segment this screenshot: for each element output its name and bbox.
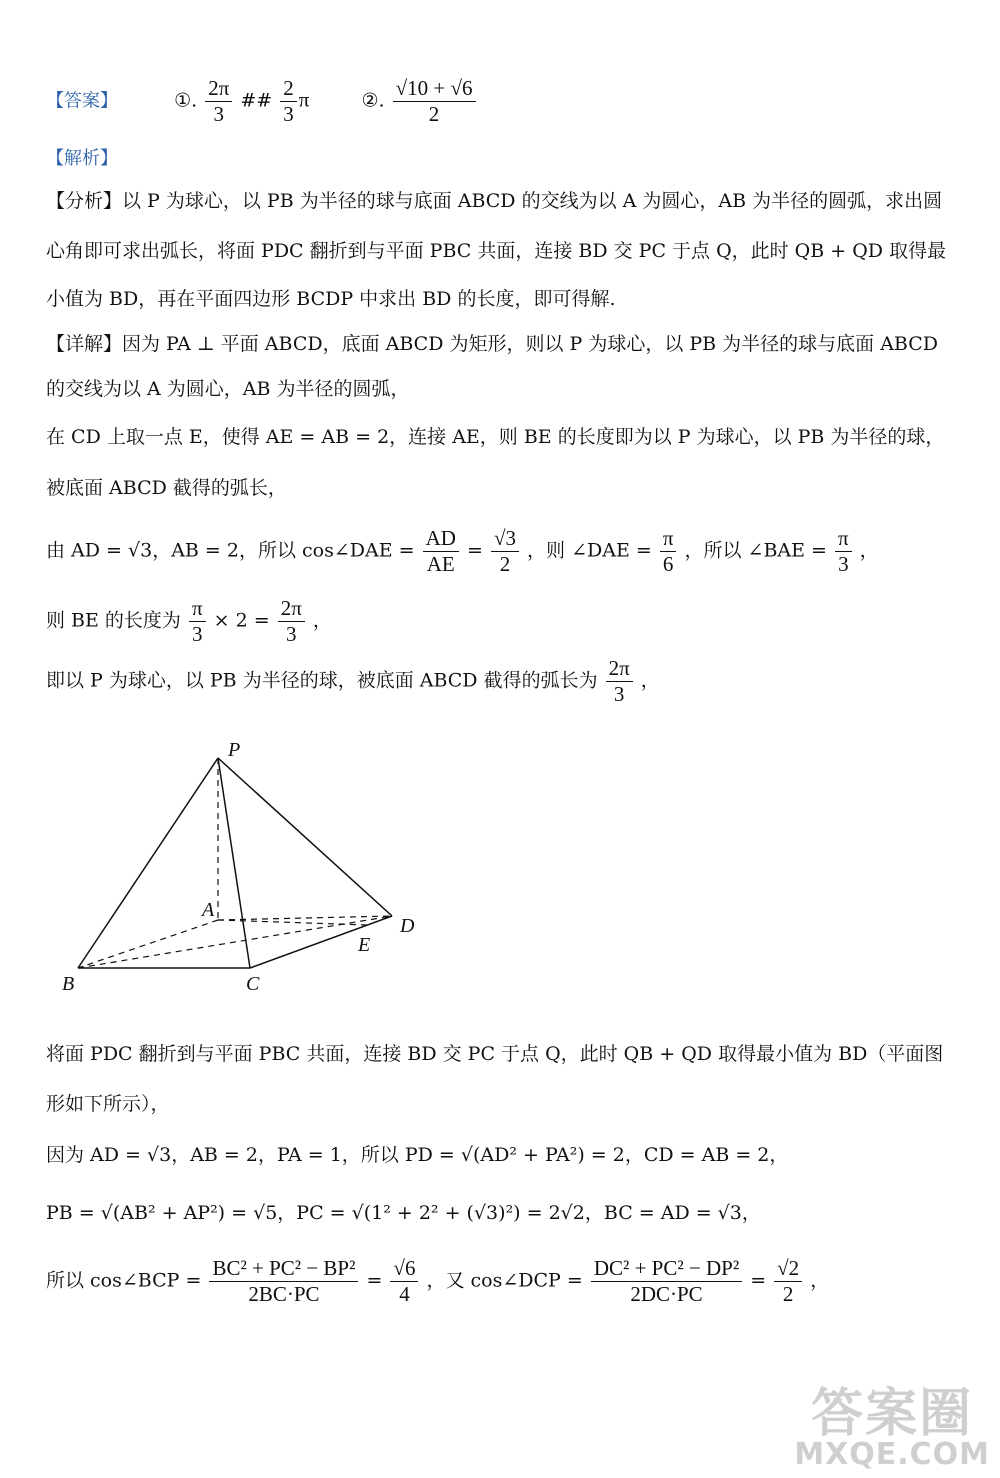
edge-ad <box>218 916 392 920</box>
edge-ae <box>218 920 368 925</box>
answer-q1-separator: ## <box>240 89 273 112</box>
frac-ad-ae: $\frac{AD}{AE}$ <box>423 528 459 575</box>
fold-line-4: PB = √(AB² + AP²) = √5，PC = √(1² + 2² + (√3)²) = 2√2，BC = AD = √3， <box>46 1202 761 1224</box>
frac-pi-3b: $\frac{\pi}{3}$ <box>189 598 206 645</box>
watermark-logo: 答案圈 <box>811 1384 974 1444</box>
label-c: C <box>246 973 260 995</box>
xiangjie-line-1: 【详解】因为 PA ⊥ 平面 ABCD，底面 ABCD 为矩形，则以 P 为球心，以 PB 为半径的球与底面 ABCD <box>46 333 939 355</box>
label-b: B <box>62 973 75 995</box>
label-d: D <box>400 915 415 937</box>
frac-sqrt2-2: $\frac{√2}{2}$ <box>774 1258 802 1305</box>
frac-sqrt3-2: $\frac{√3}{2}$ <box>491 528 519 575</box>
watermark-url: MXQE.COM <box>794 1437 990 1472</box>
xiangjie-line-7: 即以 P 为球心，以 PB 为半径的球，被底面 ABCD 截得的弧长为 $\frac{2\pi}{3}$ ， <box>46 656 660 706</box>
edge-pd <box>218 758 392 916</box>
fold-line-2: 形如下所示）， <box>46 1093 170 1115</box>
answer-line: 【答案】 ①. $\frac{2\pi}{3}$ ## $\frac{2}{3}$ π ②. $\frac{√10 + √6}{2}$ <box>46 78 478 125</box>
answer-q2-frac: $\frac{√10 + √6}{2}$ <box>393 78 476 125</box>
answer-q2-number: ②. <box>361 89 385 112</box>
frac-cos-dcp: $\frac{\text{DC² + PC² − DP²}}{2DC\cdot PC}$ <box>591 1258 742 1305</box>
fold-line-3: 因为 AD = √3，AB = 2，PA = 1，所以 PD = √(AD² + PA²) = 2，CD = AB = 2， <box>46 1144 789 1166</box>
label-a: A <box>202 899 215 921</box>
frac-2pi-3b: $\frac{2\pi}{3}$ <box>606 658 633 705</box>
frac-sqrt6-4: $\frac{√6}{4}$ <box>390 1258 418 1305</box>
answer-q1-number: ①. <box>174 89 198 112</box>
frac-pi-3: $\frac{\pi}{3}$ <box>835 528 852 575</box>
pyramid-figure <box>50 738 490 998</box>
fold-line-1: 将面 PDC 翻折到与平面 PBC 共面，连接 BD 交 PC 于点 Q，此时 QB + QD 取得最小值为 BD（平面图 <box>46 1043 944 1065</box>
frac-2pi-3: $\frac{2\pi}{3}$ <box>278 598 305 645</box>
frac-pi-6: $\frac{\pi}{6}$ <box>660 528 677 575</box>
answer-q1-frac-b: $\frac{2}{3}$ <box>280 78 297 125</box>
label-p: P <box>228 739 241 761</box>
answer-q1-frac-a: $\frac{2\pi}{3}$ <box>205 78 232 125</box>
xiangjie-line-4: 被底面 ABCD 截得的弧长， <box>46 477 287 499</box>
fold-line-5: 所以 cos∠BCP = $\frac{\text{BC² + PC² − BP²}}{2BC\cdot PC}$ = $\frac{√6}{4}$ ，又 cos∠DCP = $\frac{\text{DC² + PC² − DP²}}{2DC\cdot PC}$ = $\frac{√2}{2}$ ， <box>46 1256 830 1306</box>
edge-pb <box>78 758 218 968</box>
label-e: E <box>358 934 371 956</box>
answer-label: 【答案】 <box>46 90 118 112</box>
xiangjie-line-6: 则 BE 的长度为 $\frac{\pi}{3}$ × 2 = $\frac{2\pi}{3}$ ， <box>46 596 332 646</box>
edge-pc <box>218 758 250 968</box>
fenxi-line-2: 心角即可求出弧长，将面 PDC 翻折到与平面 PBC 共面，连接 BD 交 PC 于点 Q，此时 QB + QD 取得最 <box>46 240 947 262</box>
xiangjie-line-3: 在 CD 上取一点 E，使得 AE = AB = 2，连接 AE，则 BE 的长度即为以 P 为球心，以 PB 为半径的球， <box>46 426 945 448</box>
analysis-label: 【解析】 <box>46 148 118 169</box>
xiangjie-line-5: 由 AD = √3，AB = 2，所以 cos∠DAE = $\frac{AD}{AE}$ = $\frac{√3}{2}$ ，则 ∠DAE = $\frac{\pi}{6}$ ，所以 ∠BAE = $\frac{\pi}{3}$ ， <box>46 526 879 576</box>
frac-cos-bcp: $\frac{\text{BC² + PC² − BP²}}{2BC\cdot PC}$ <box>209 1258 358 1305</box>
xiangjie-line-2: 的交线为以 A 为圆心，AB 为半径的圆弧， <box>46 378 410 400</box>
edge-ab <box>78 920 218 968</box>
watermark <box>794 1384 990 1472</box>
fenxi-line-1: 【分析】以 P 为球心，以 PB 为半径的球与底面 ABCD 的交线为以 A 为圆心，AB 为半径的圆弧，求出圆 <box>46 190 943 212</box>
fenxi-line-3: 小值为 BD，再在平面四边形 BCDP 中求出 BD 的长度，即可得解. <box>46 288 616 310</box>
